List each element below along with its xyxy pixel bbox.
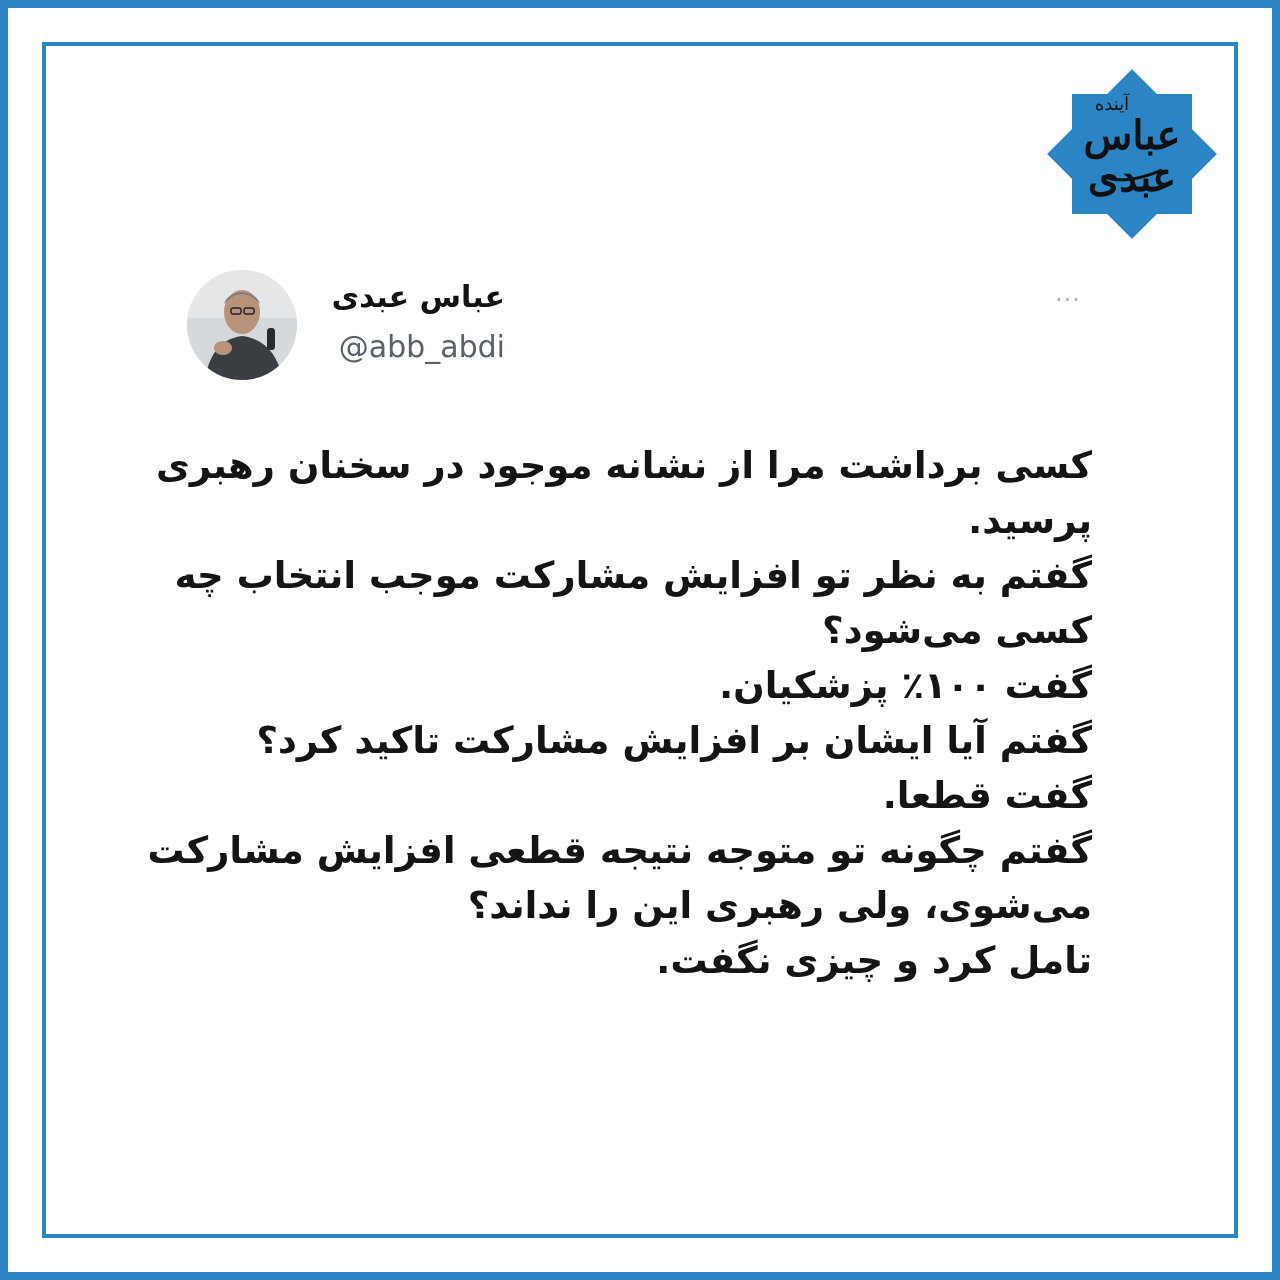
logo-line-2: عباس [1083,111,1181,159]
tweet-line: گفتم به نظر تو افزایش مشارکت موجب انتخاب چه [174,554,1092,597]
tweet-line: کسی می‌شود؟ [822,609,1092,652]
logo-line-3: عبدی [1087,153,1177,201]
tweet-line: گفت ۱۰۰٪ پزشکیان. [719,664,1092,707]
tweet-text [147,438,1092,988]
avatar-photo [187,270,297,380]
tweet-line: گفتم آیا ایشان بر افزایش مشارکت تاکید کرد؟ [256,719,1092,762]
author-name[interactable]: عباس عبدی [331,280,505,315]
avatar[interactable] [187,270,297,380]
tweet-line: گفتم چگونه تو متوجه نتیجه قطعی افزایش مشارکت [147,829,1092,872]
tweet-line: گفت قطعا. [882,774,1092,817]
tweet-line: کسی برداشت مرا از نشانه موجود در سخنان رهبری [155,444,1092,487]
more-options-icon[interactable]: ··· [1055,286,1081,314]
tweet-line: تامل کرد و چیزی نگفت. [656,939,1092,982]
author-handle[interactable]: @abb_abdi [338,330,505,365]
logo-line-1: آینده [1094,94,1130,115]
tweet-line: پرسید. [968,499,1092,542]
tweet-line: می‌شوی، ولی رهبری این را نداند؟ [467,884,1092,927]
logo-text [1044,96,1220,199]
